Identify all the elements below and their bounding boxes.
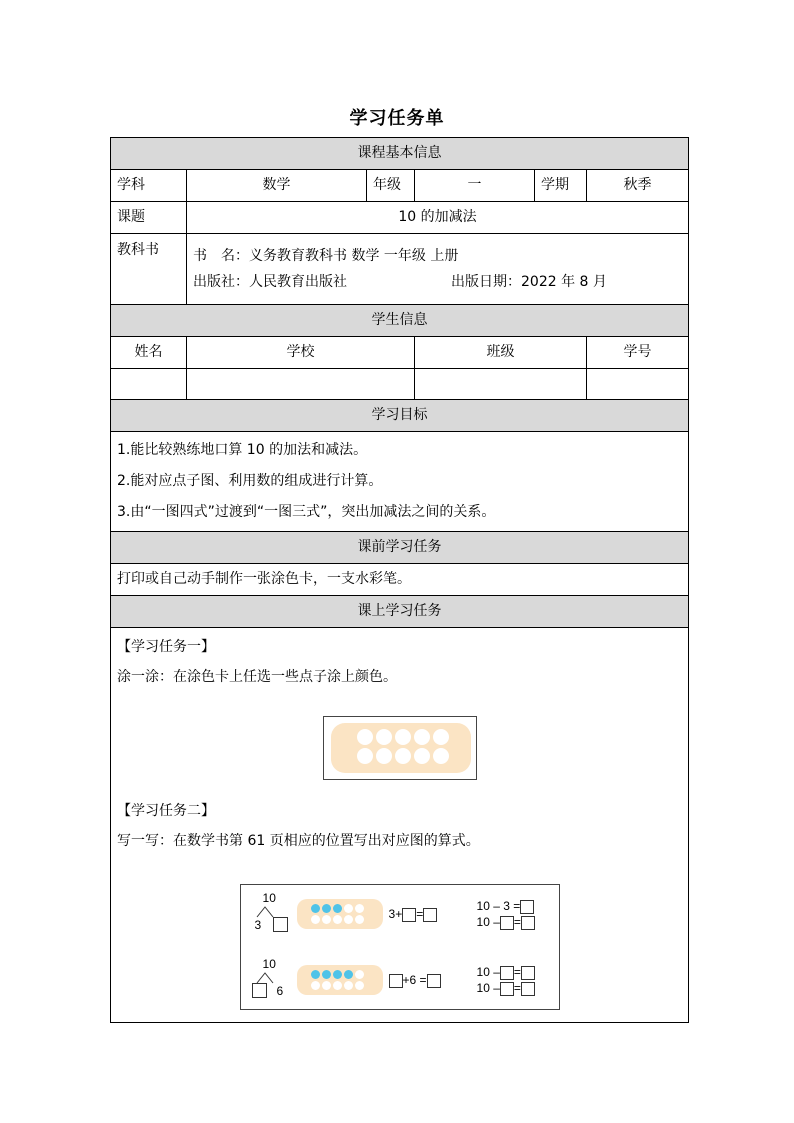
top-total: 10 (262, 891, 276, 905)
bottom-total: 10 (262, 957, 276, 971)
dot (355, 904, 364, 913)
dot (333, 981, 342, 990)
dot (395, 748, 411, 764)
dot (433, 748, 449, 764)
answer-box[interactable] (402, 908, 416, 922)
dot-card-bottom (297, 965, 383, 995)
answer-box[interactable] (423, 908, 437, 922)
dot (344, 981, 353, 990)
answer-box[interactable] (273, 917, 288, 932)
answer-box[interactable] (521, 982, 535, 996)
dot (355, 981, 364, 990)
publisher-line (193, 269, 682, 295)
dot (322, 981, 331, 990)
eq-sub-4: 10 – = (477, 981, 535, 996)
col-name: 姓名 (111, 337, 187, 369)
name-field[interactable] (111, 369, 187, 400)
dot (395, 729, 411, 745)
pre-task-text: 打印或自己动手制作一张涂色卡，一支水彩笔。 (111, 564, 689, 596)
topic-value: 10 的加减法 (187, 202, 689, 234)
dot (357, 729, 373, 745)
pre-task-header: 课前学习任务 (111, 532, 689, 564)
dot (344, 904, 353, 913)
subject-label: 学科 (111, 170, 187, 202)
goals-list (111, 432, 689, 532)
topic-label: 课题 (111, 202, 187, 234)
bottom-part: 6 (276, 984, 284, 998)
task2-text: 写一写：在数学书第 61 页相应的位置写出对应图的算式。 (117, 833, 480, 849)
grade-value: 一 (415, 170, 535, 202)
answer-box[interactable] (520, 900, 534, 914)
dot (355, 915, 364, 924)
task1-title: 【学习任务一】 (117, 639, 215, 655)
blue-dot (333, 970, 342, 979)
eq-sub-2: 10 – = (477, 915, 535, 930)
page-title: 学习任务单 (349, 108, 445, 129)
dot (376, 729, 392, 745)
task-sheet-table (110, 137, 689, 1023)
goal-item: 3.由“一图四式”过渡到“一图三式”，突出加减法之间的关系。 (117, 504, 496, 520)
top-part: 3 (254, 918, 262, 932)
coloring-card (331, 723, 471, 773)
col-class: 班级 (415, 337, 587, 369)
dot (414, 729, 430, 745)
col-id: 学号 (587, 337, 689, 369)
student-info-header: 学生信息 (111, 305, 689, 337)
dot (311, 915, 320, 924)
answer-box[interactable] (252, 983, 267, 998)
subject-value: 数学 (187, 170, 367, 202)
dot (344, 915, 353, 924)
goals-header: 学习目标 (111, 400, 689, 432)
answer-box[interactable] (500, 966, 514, 980)
grade-label: 年级 (367, 170, 415, 202)
dot-grid (357, 729, 449, 764)
textbook-label: 教科书 (111, 234, 187, 305)
term-value: 秋季 (587, 170, 689, 202)
answer-box[interactable] (521, 966, 535, 980)
answer-box[interactable] (521, 916, 535, 930)
school-field[interactable] (187, 369, 415, 400)
eq-add-top: 3+ = (389, 907, 438, 922)
eq-sub-3: 10 – = (477, 965, 535, 980)
eq-add-bottom: +6 = (389, 973, 441, 988)
dot (414, 748, 430, 764)
answer-box[interactable] (500, 982, 514, 996)
goal-item: 1.能比较熟练地口算 10 的加法和减法。 (117, 442, 368, 458)
goal-item: 2.能对应点子图、利用数的组成进行计算。 (117, 473, 383, 489)
dot (433, 729, 449, 745)
answer-box[interactable] (427, 974, 441, 988)
term-label: 学期 (535, 170, 587, 202)
blue-dot (311, 904, 320, 913)
blue-dot (311, 970, 320, 979)
dot (311, 981, 320, 990)
dot (322, 915, 331, 924)
col-school: 学校 (187, 337, 415, 369)
task1-text: 涂一涂：在涂色卡上任选一些点子涂上颜色。 (117, 669, 397, 685)
blue-dot (322, 970, 331, 979)
book-name: 书 名：义务教育教科书 数学 一年级 上册 (193, 248, 459, 264)
eq-sub-1: 10 – 3 = (477, 899, 535, 914)
dot-card-top (297, 899, 383, 929)
blue-dot (333, 904, 342, 913)
pub-date: 出版日期：2022 年 8 月 (451, 274, 607, 290)
class-task-body (111, 628, 689, 1023)
coloring-card-figure (323, 716, 477, 780)
task2-title: 【学习任务二】 (117, 803, 215, 819)
class-field[interactable] (415, 369, 587, 400)
exercise-figure (240, 884, 560, 1010)
publisher: 出版社：人民教育出版社 (193, 274, 347, 290)
answer-box[interactable] (500, 916, 514, 930)
dot (333, 915, 342, 924)
dot (357, 748, 373, 764)
class-task-header: 课上学习任务 (111, 596, 689, 628)
blue-dot (344, 970, 353, 979)
textbook-info (187, 234, 689, 305)
blue-dot (322, 904, 331, 913)
answer-box[interactable] (389, 974, 403, 988)
dot (355, 970, 364, 979)
student-id-field[interactable] (587, 369, 689, 400)
course-info-header: 课程基本信息 (111, 138, 689, 170)
dot (376, 748, 392, 764)
